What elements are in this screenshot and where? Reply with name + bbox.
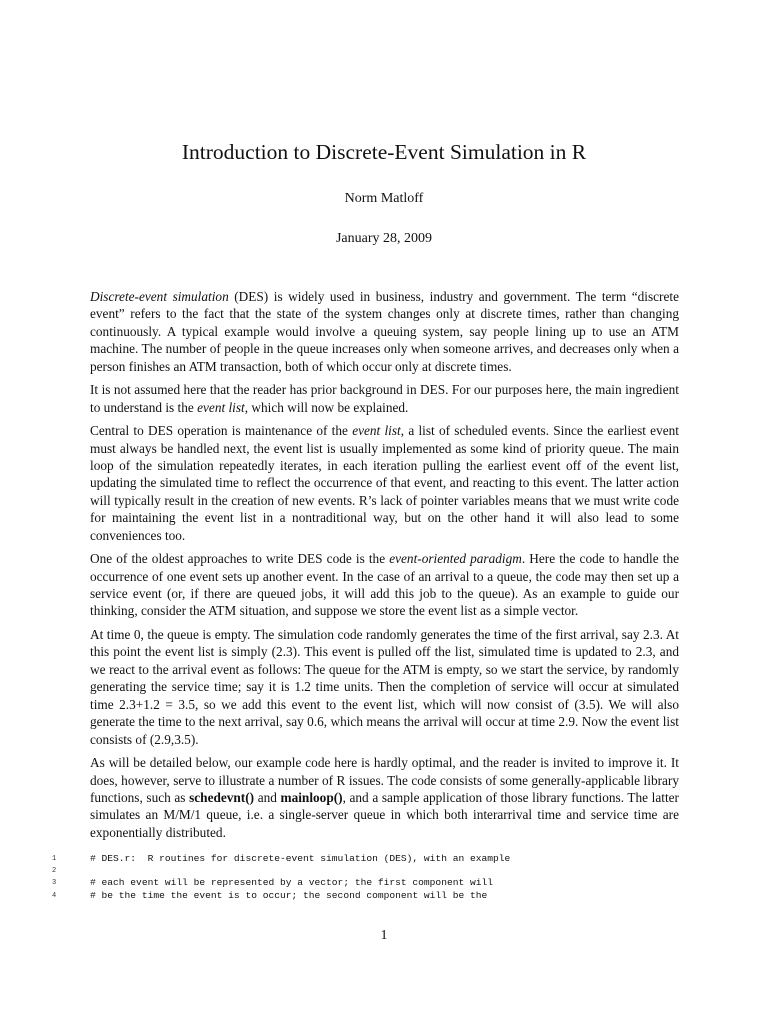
function-name: mainloop() bbox=[280, 789, 343, 805]
code-line bbox=[52, 890, 692, 902]
code-text: # each event will be represented by a vector; the first component will bbox=[90, 877, 494, 889]
paragraph-text: . Here the code to handle the occurrence of one event sets up another event. In the case of an arrival to a queue, the code may then set up a service event (or, if there are queued jobs, it will add this job to the queue). As an example to guide our thinking, consider the ATM situation, and suppose we store the event list as a simple vector. bbox=[90, 551, 680, 619]
paragraph-text: Central to DES operation is maintenance of the bbox=[90, 423, 353, 439]
code-line bbox=[52, 865, 692, 877]
code-line bbox=[52, 853, 692, 865]
paper-title: Introduction to Discrete-Event Simulation in R bbox=[181, 140, 587, 164]
paragraph-des-intro bbox=[90, 288, 679, 375]
paragraph-text: (DES) is widely used in business, industry and government. The term “discrete event” refers to the fact that the state of the system changes only at discrete times, rather than changing continuously. A typical example would involve a queuing system, say people lining up to use an ATM machine. The number of people in the queue increases only when someone arrives, and decreases only when a person finishes an ATM transaction, both of which occur only at discrete times. bbox=[90, 289, 679, 374]
paragraph-text: and bbox=[254, 789, 281, 805]
paragraph-atm-example: At time 0, the queue is empty. The simulation code randomly generates the time of the first arrival, say 2.3. At this point the event list is simply (2.3). This event is pulled off the list, simulated time is updated to 2.3, and we react to the arrival event as follows: The queue for the ATM is empty, so we start the service, by randomly generating the service time; say it is 1.2 time units. Then the completion of service will occur at simulated time 2.3+1.2 = 3.5, so we add this event to the event list, which will now consist of (3.5). We will also generate the time to the next arrival, say 0.6, which means the arrival will occur at time 2.9. Now the event list consists of (2.9,3.5). bbox=[90, 627, 679, 747]
italic-term: event-oriented paradigm bbox=[389, 551, 522, 567]
paragraph-event-list bbox=[90, 422, 679, 544]
paragraph-text: As will be detailed below, our example code here is hardly optimal, and the reader is invited to improve it. It does, however, serve to illustrate a number of R issues. The code consists of some generally-applicable library functions, such as bbox=[90, 755, 679, 805]
code-text: # DES.r: R routines for discrete-event simulation (DES), with an example bbox=[90, 853, 511, 864]
function-name: schedevnt() bbox=[189, 789, 255, 805]
line-number: 2 bbox=[52, 867, 57, 876]
line-number: 3 bbox=[52, 879, 57, 888]
paragraph-text: It is not assumed here that the reader has prior background in DES. For our purposes here, the main ingredient to understand is the bbox=[90, 382, 679, 415]
page-number: 1 bbox=[380, 928, 388, 943]
italic-term: event list bbox=[197, 399, 245, 415]
paragraph-prior-background bbox=[90, 381, 679, 416]
paragraph-text: , which will now be explained. bbox=[244, 399, 409, 415]
code-listing bbox=[52, 853, 692, 902]
paragraph-text: One of the oldest approaches to write DES code is the bbox=[90, 551, 390, 567]
code-line bbox=[52, 877, 692, 889]
paragraph-event-oriented bbox=[90, 550, 679, 620]
code-text: # be the time the event is to occur; the second component will be the bbox=[90, 889, 488, 901]
paragraph-text: , a list of scheduled events. Since the earliest event must always be handled next, the event list is usually implemented as some kind of priority queue. The main loop of the simulation repeatedly iterates, in each iteration pulling the earliest event off of the event list, updating the simulated time to reflect the occurrence of that event, and reacting to this event. The latter action will typically result in the creation of new events. R’s lack of pointer variables means that we must write code for maintaining the event list in a nontraditional way, but on the other hand it will also lead to some conveniences too. bbox=[90, 423, 679, 543]
italic-term: Discrete-event simulation bbox=[90, 289, 229, 304]
publication-date: January 28, 2009 bbox=[335, 231, 433, 246]
italic-term: event list bbox=[352, 423, 401, 439]
line-number: 1 bbox=[52, 855, 57, 863]
line-number: 4 bbox=[52, 891, 57, 900]
author-name: Norm Matloff bbox=[344, 191, 424, 206]
body-text bbox=[90, 288, 679, 847]
paragraph-text: , and a sample application of those library functions. The latter simulates an M/M/1 queue, i.e. a single-server queue in which both interarrival time and service time are exponentially distributed. bbox=[90, 789, 679, 840]
paragraph-code-overview bbox=[90, 754, 679, 841]
